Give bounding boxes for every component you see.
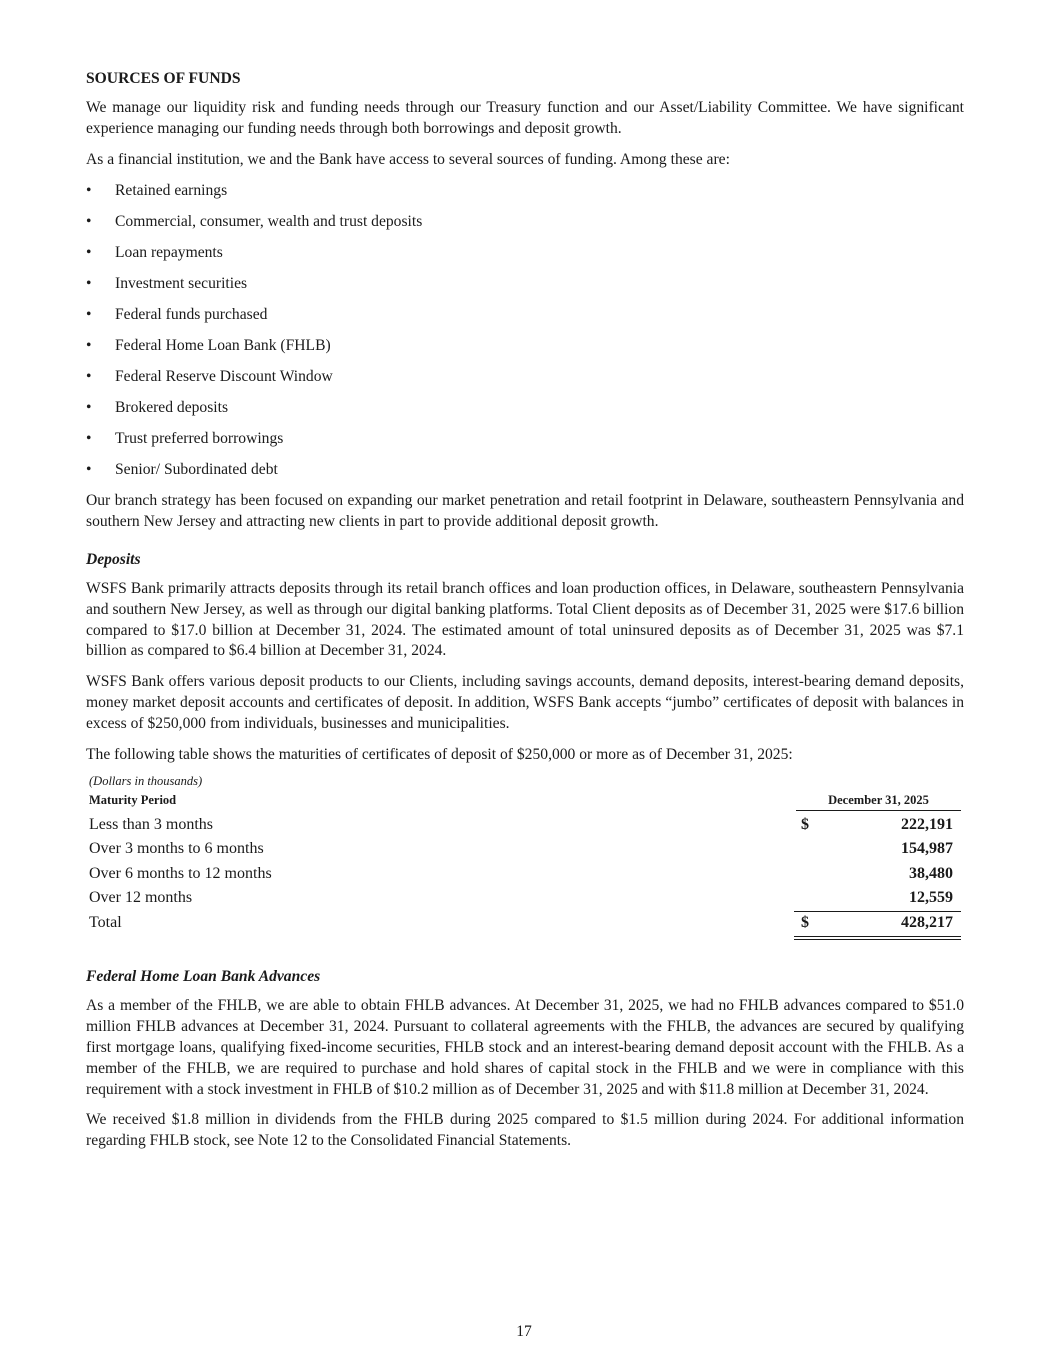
table-row: Over 6 months to 12 months 38,480 (89, 865, 953, 883)
fhlb-para-1: As a member of the FHLB, we are able to obtain FHLB advances. At December 31, 2025, we had no FHLB advances compared to $51.0 million FHLB advances at December 31, 2024. Pursuant to collateral agreements with the FHLB, the advances are secured by qualifying first mortgage loans, qualifying fixed-income securities, FHLB stock and an interest-bearing demand deposit account with the FHLB. As a member of the FHLB, we are required to purchase and hold shares of capital stock in the FHLB and we were in compliance with this requirement with a stock investment in FHLB of $10.2 million as of December 31, 2025 and with $11.8 million at December 31, 2024. (86, 997, 964, 1098)
maturity-period-header: Maturity Period (89, 793, 177, 808)
table-total-row: Total $ 428,217 (89, 914, 953, 932)
subtotal-rule (794, 911, 961, 912)
list-item: • Trust preferred borrowings (86, 429, 964, 460)
bullet-icon: • (86, 182, 92, 200)
deposits-para-3: The following table shows the maturities of certificates of deposit of $250,000 or more as of December 31, 2025: (86, 745, 793, 763)
bullet-icon: • (86, 461, 92, 479)
bullet-icon: • (86, 337, 92, 355)
bullet-icon: • (86, 399, 92, 417)
bullet-icon: • (86, 244, 92, 262)
branch-strategy-para: Our branch strategy has been focused on expanding our market penetration and retail footprint in Delaware, southeastern Pennsylvania and southern New Jersey and attracting new clients in part to provide additional deposit growth. (86, 492, 964, 531)
deposits-para-1: WSFS Bank primarily attracts deposits through its retail branch offices and loan production offices, in Delaware, southeastern Pennsylvania and southern New Jersey, as well as through our digital banking platforms. Total Client deposits as of December 31, 2025 were $17.6 billion compared to $17.0 billion at December 31, 2024. The estimated amount of total uninsured deposits as of December 31, 2025 was $7.1 billion as compared to $6.4 billion at December 31, 2024. (86, 579, 964, 660)
sources-heading: SOURCES OF FUNDS (86, 70, 241, 87)
list-item: • Senior/ Subordinated debt (86, 460, 964, 481)
deposits-heading: Deposits (86, 550, 141, 568)
date-column-header: December 31, 2025 (796, 793, 961, 811)
bullet-icon: • (86, 430, 92, 448)
total-double-rule (794, 936, 961, 940)
cd-maturity-table (86, 774, 964, 950)
table-note: (Dollars in thousands) (89, 774, 203, 789)
list-item: • Loan repayments (86, 243, 964, 274)
page-number: 17 (516, 1323, 532, 1340)
sources-para-2: As a financial institution, we and the Bank have access to several sources of funding. Among these are: (86, 150, 730, 168)
list-item: • Commercial, consumer, wealth and trust deposits (86, 212, 964, 243)
list-item: • Brokered deposits (86, 398, 964, 429)
bullet-icon: • (86, 368, 92, 386)
table-row: Over 12 months 12,559 (89, 889, 953, 907)
table-row: Less than 3 months $ 222,191 (89, 816, 953, 834)
table-row: Over 3 months to 6 months 154,987 (89, 840, 953, 858)
document-page (86, 70, 964, 1152)
sources-para-1: We manage our liquidity risk and funding needs through our Treasury function and our Asset/Liability Committee. We have significant experience managing our funding needs through both borrowings and deposit growth. (86, 99, 964, 137)
fhlb-para-2: We received $1.8 million in dividends from the FHLB during 2025 compared to $1.5 million during 2024. For additional information regarding FHLB stock, see Note 12 to the Consolidated Financial Statements. (86, 1111, 964, 1150)
bullet-icon: • (86, 275, 92, 293)
bullet-icon: • (86, 306, 92, 324)
list-item: • Retained earnings (86, 181, 964, 212)
deposits-para-2: WSFS Bank offers various deposit products to our Clients, including savings accounts, demand deposits, interest-bearing demand deposits, money market deposit accounts and certificates of deposit. In addition, WSFS Bank accepts “jumbo” certificates of deposit with balances in excess of $250,000 from individuals, businesses and municipalities. (86, 673, 964, 732)
currency-symbol: $ (801, 816, 809, 834)
bullet-icon: • (86, 213, 92, 231)
list-item: • Federal Home Loan Bank (FHLB) (86, 336, 964, 367)
list-item: • Federal funds purchased (86, 305, 964, 336)
funding-sources-list (86, 181, 964, 481)
list-item: • Investment securities (86, 274, 964, 305)
list-item: • Federal Reserve Discount Window (86, 367, 964, 398)
currency-symbol: $ (801, 914, 809, 932)
fhlb-heading: Federal Home Loan Bank Advances (86, 968, 321, 986)
